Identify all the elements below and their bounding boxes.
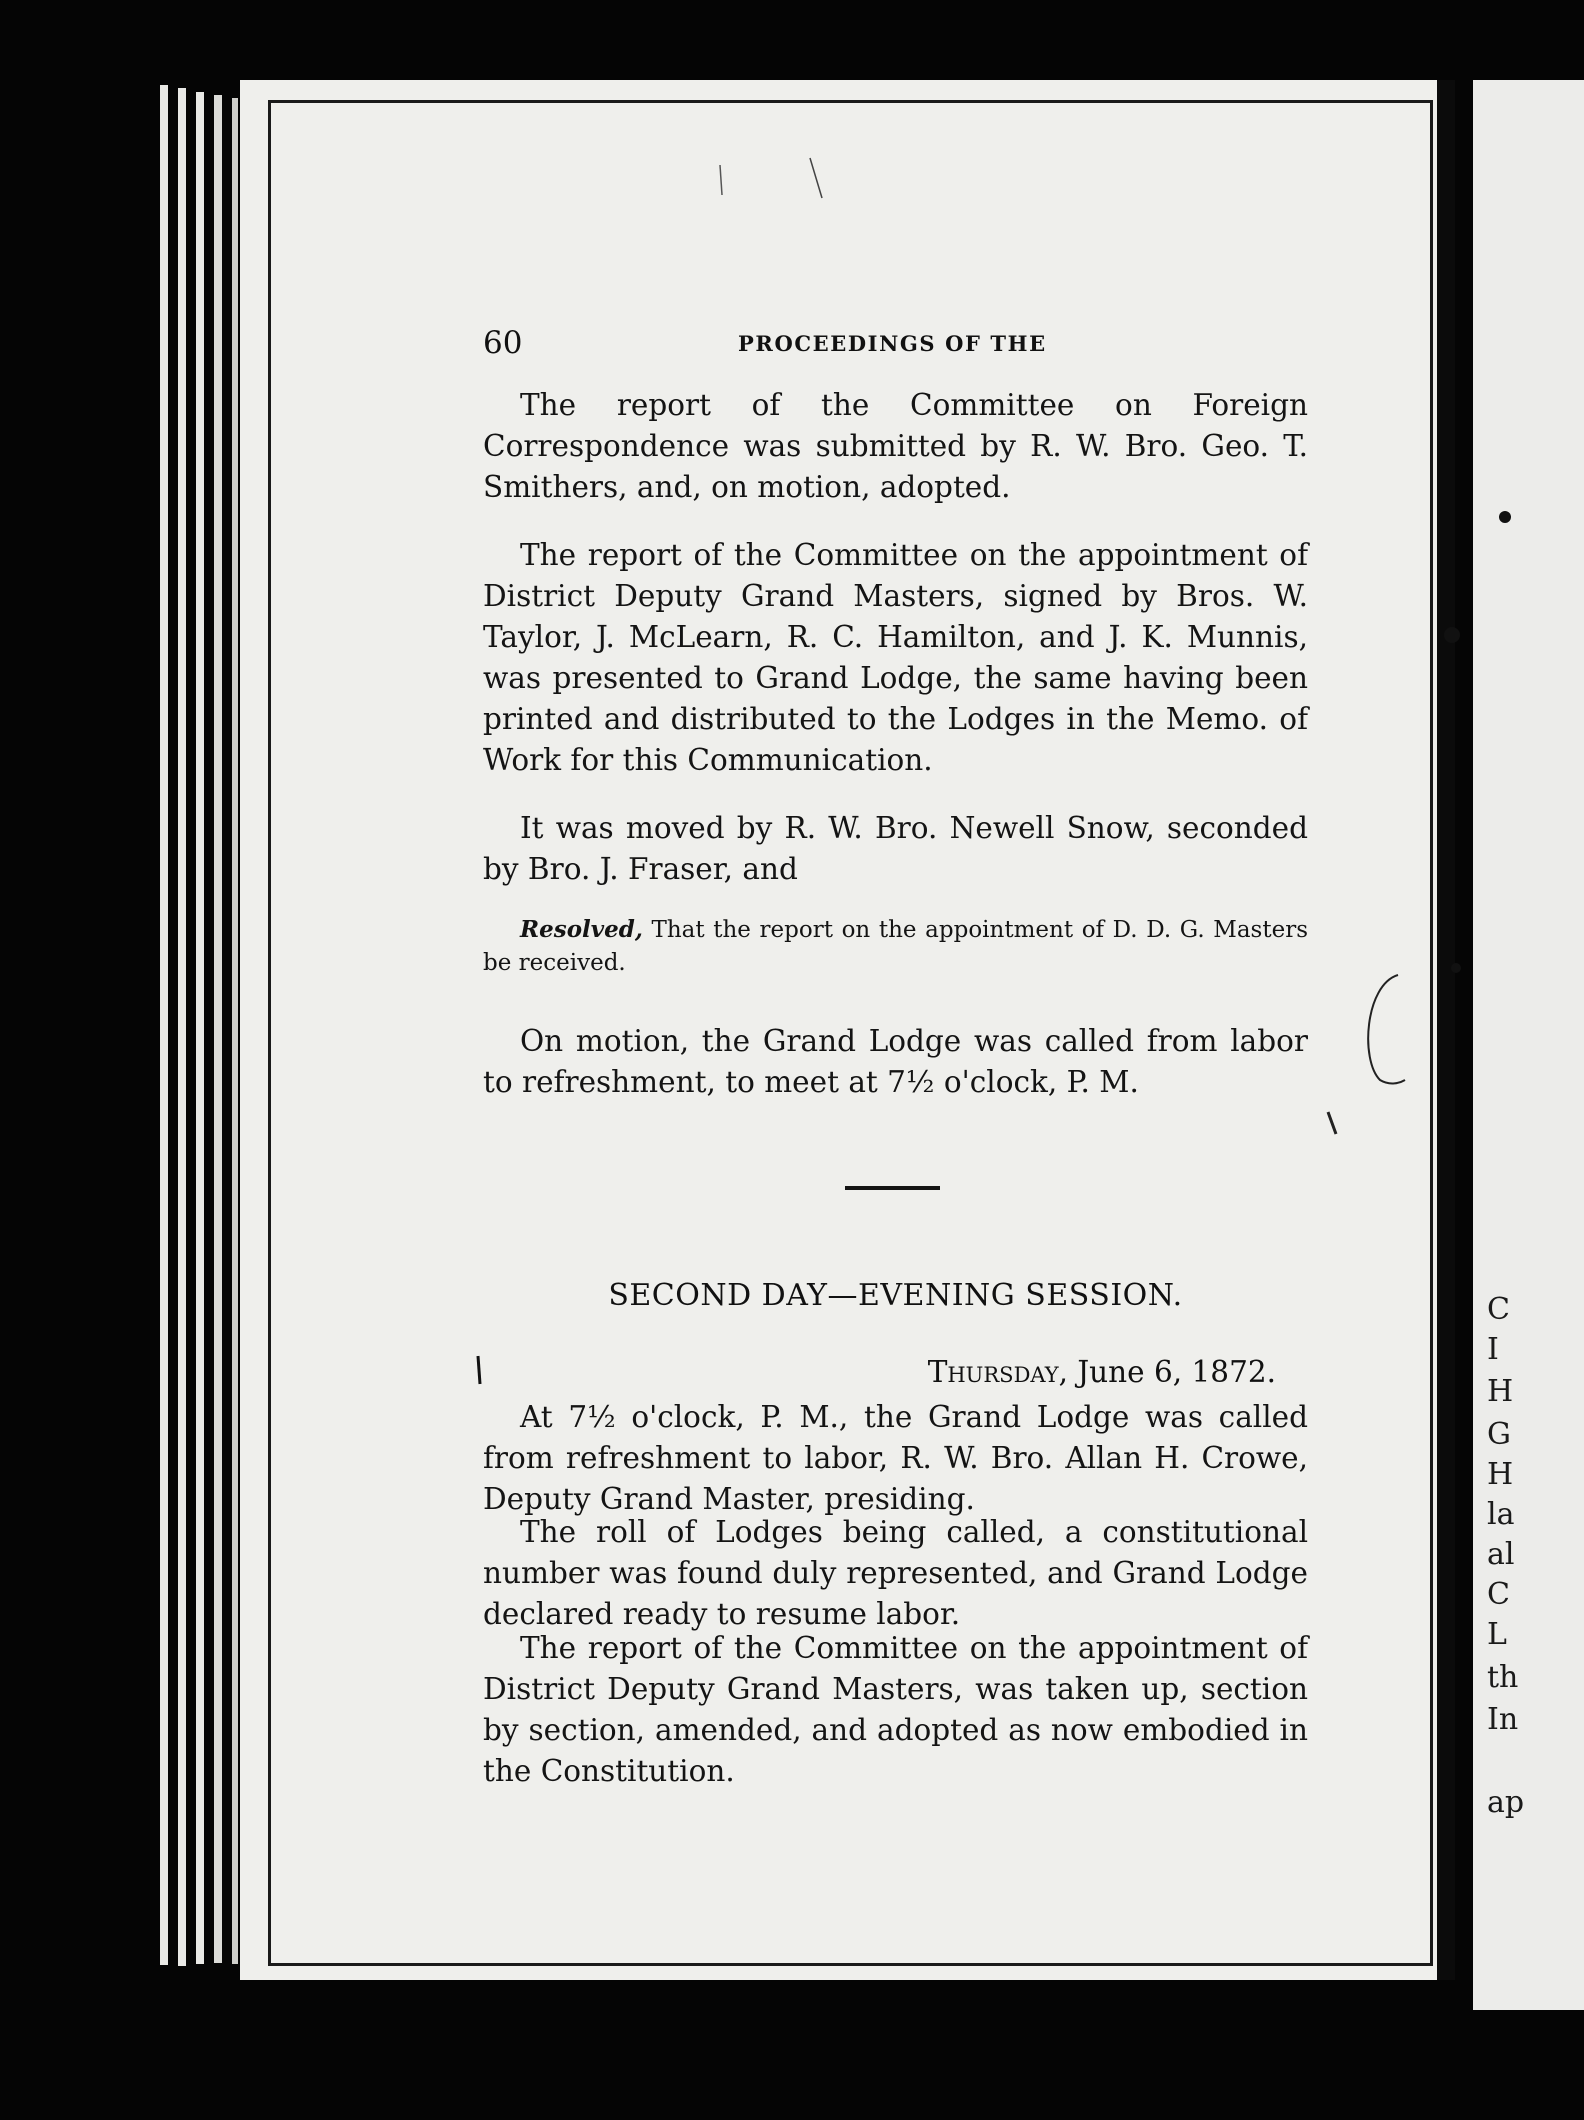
section-divider	[845, 1186, 940, 1190]
paragraph	[483, 808, 1308, 890]
facing-page-text: H	[1487, 1457, 1514, 1492]
dateline-day: Thursday,	[927, 1355, 1068, 1389]
paragraph-text: The report of the Committee on the appointment of District Deputy Grand Masters, was taken up, section by section, amended, and adopted as now embodied in the Constitution.	[483, 1631, 1308, 1788]
paragraph	[483, 535, 1308, 781]
facing-page-text: In	[1487, 1702, 1519, 1737]
resolution	[483, 913, 1308, 980]
page-edge	[196, 92, 204, 1964]
page-header	[483, 325, 1313, 365]
dateline-date: June 6, 1872.	[1077, 1355, 1276, 1389]
page-edge	[160, 85, 168, 1965]
dateline	[483, 1355, 1276, 1389]
facing-page-text: I	[1487, 1332, 1499, 1367]
paragraph-text: On motion, the Grand Lodge was called from labor to refreshment, to meet at 7½ o'clock, P. M.	[483, 1024, 1308, 1099]
facing-page-text: la	[1487, 1497, 1515, 1532]
paragraph-text: The report of the Committee on the appointment of District Deputy Grand Masters, signed by Bros. W. Taylor, J. McLearn, R. C. Hamilton, and J. K. Munnis, was presented to Grand Lodge, the same having been printed and distributed to the Lodges in the Memo. of Work for this Communication.	[483, 538, 1308, 777]
paragraph	[483, 1021, 1308, 1103]
resolution-text	[483, 913, 1308, 980]
paragraph-text: It was moved by R. W. Bro. Newell Snow, seconded by Bro. J. Fraser, and	[483, 811, 1308, 886]
facing-page-text: al	[1487, 1537, 1515, 1572]
paragraph-text: At 7½ o'clock, P. M., the Grand Lodge was called from refreshment to labor, R. W. Bro. Allan H. Crowe, Deputy Grand Master, presiding.	[483, 1400, 1308, 1516]
resolution-body: That the report on the appointment of D. D. G. Masters be received.	[483, 917, 1309, 976]
facing-page-text: ap	[1487, 1785, 1525, 1820]
page-edge	[214, 95, 222, 1963]
paragraph-text: The roll of Lodges being called, a constitutional number was found duly represented, and Grand Lodge declared ready to resume labor.	[483, 1515, 1308, 1631]
facing-page-text: H	[1487, 1374, 1514, 1409]
paragraph	[483, 385, 1308, 508]
facing-page-text: th	[1487, 1660, 1519, 1695]
facing-page-text: C	[1487, 1577, 1510, 1612]
resolved-label: Resolved,	[520, 916, 643, 943]
page-edge	[232, 98, 238, 1964]
facing-page-text: L	[1487, 1617, 1507, 1652]
facing-page-text: G	[1487, 1417, 1511, 1452]
page-edge	[178, 88, 186, 1966]
page-number: 60	[483, 325, 523, 361]
facing-page-text: C	[1487, 1292, 1510, 1327]
paragraph-text: The report of the Committee on Foreign Correspondence was submitted by R. W. Bro. Geo. T. Smithers, and, on motion, adopted.	[483, 388, 1308, 504]
paragraph	[483, 1512, 1308, 1635]
paragraph	[483, 1628, 1308, 1792]
paragraph	[483, 1397, 1308, 1520]
running-head: PROCEEDINGS OF THE	[738, 331, 1047, 356]
facing-page-fragment	[1473, 80, 1584, 2010]
section-heading: SECOND DAY—EVENING SESSION.	[608, 1278, 1183, 1313]
